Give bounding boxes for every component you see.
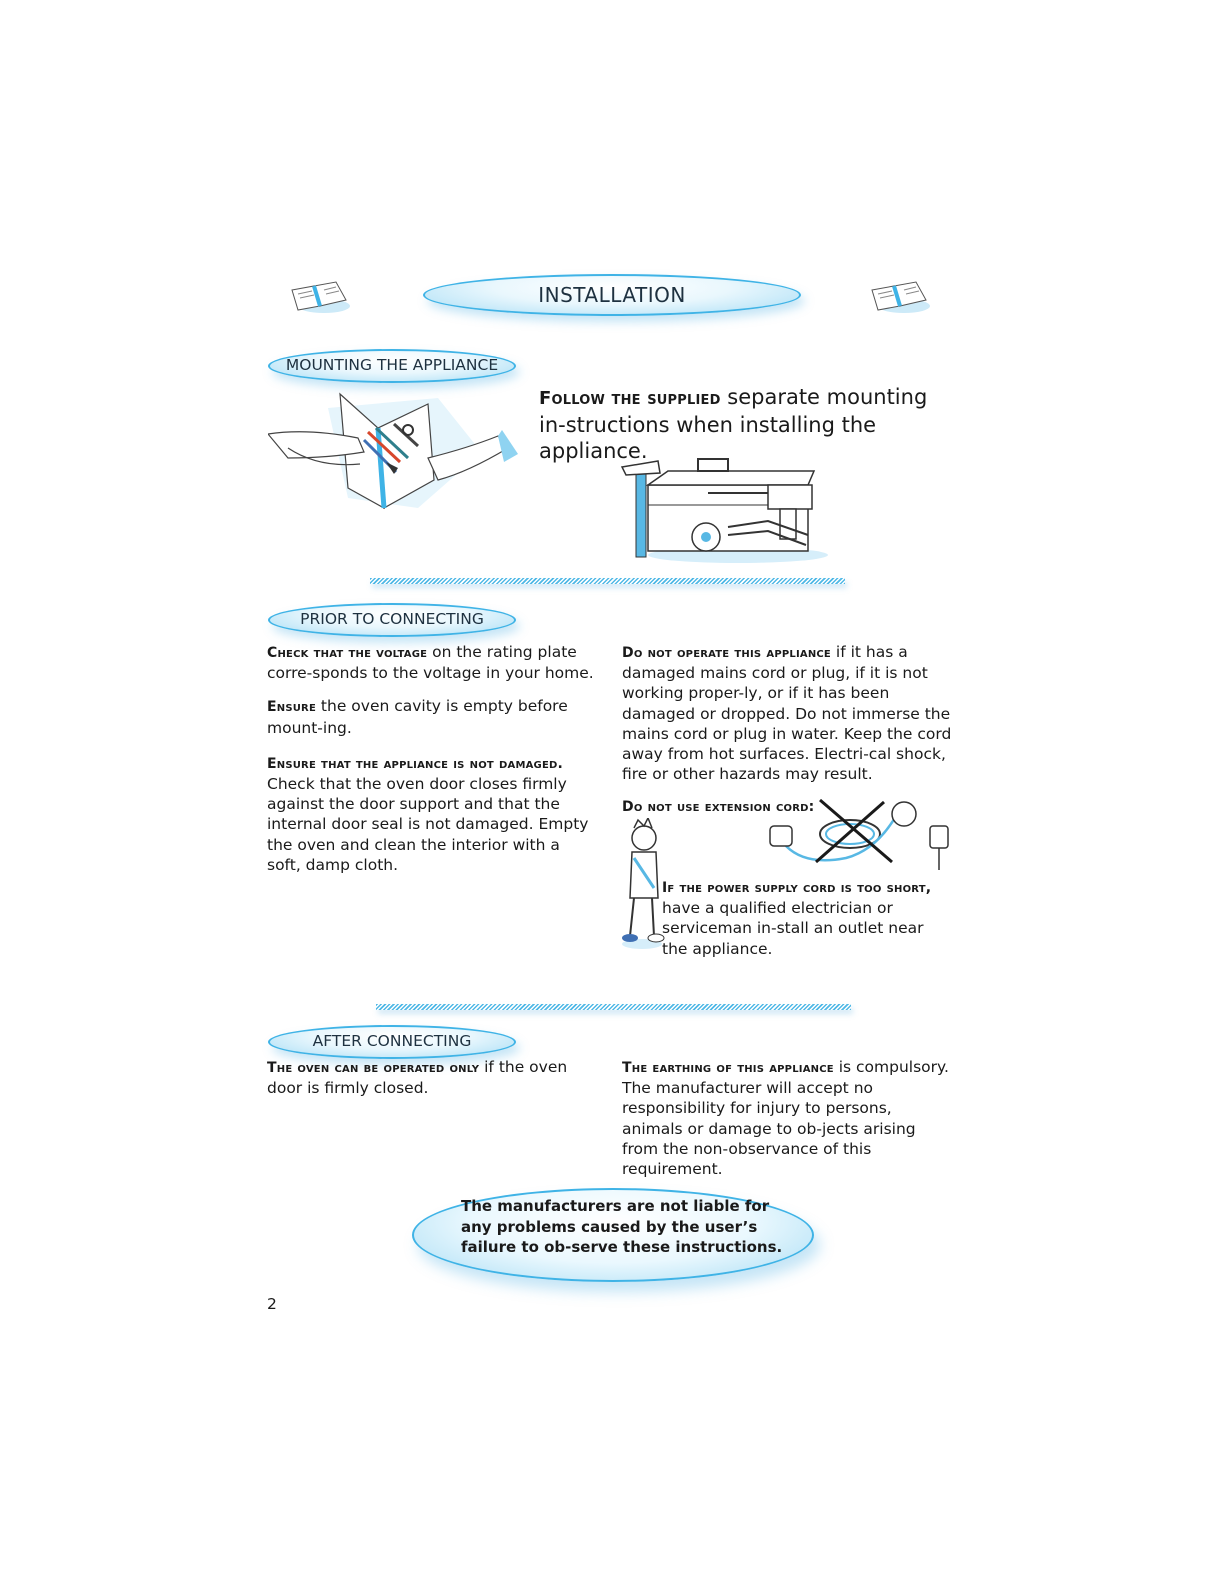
- short-cord-paragraph: If the power supply cord is too short, have a qualified electrician or serviceman in-stall an outlet near the appliance.: [662, 880, 932, 958]
- open-book-icon: [864, 276, 936, 316]
- section-heading-prior: PRIOR TO CONNECTING: [268, 603, 516, 637]
- section-heading-mounting: MOUNTING THE APPLIANCE: [268, 349, 516, 383]
- toolbox-illustration: [618, 455, 834, 563]
- voltage-check-paragraph: Check that the voltage on the rating plate corre-sponds to the voltage in your home.: [267, 643, 594, 683]
- page-title-banner: [423, 274, 801, 316]
- page-number: 2: [267, 1295, 277, 1313]
- cavity-empty-paragraph: Ensure the oven cavity is empty before mount-ing.: [267, 697, 568, 737]
- confused-man-illustration: [618, 818, 666, 952]
- instructions-in-hands-illustration: [268, 388, 524, 514]
- section-heading-after: AFTER CONNECTING: [268, 1025, 516, 1059]
- damage-check-paragraph: Ensure that the appliance is not damaged. Check that the oven door closes firmly against the door support and that the internal door seal is not damaged. Empty the oven and clean the interior with a soft, damp cloth.: [267, 755, 589, 874]
- liability-note: The manufacturers are not liable for any problems caused by the user’s failure to ob-serve these instructions.: [461, 1197, 783, 1256]
- no-extension-cord-icon: [766, 796, 954, 880]
- open-book-icon: [284, 276, 356, 316]
- earthing-paragraph: The earthing of this appliance is compulsory. The manufacturer will accept no responsibility for injury to persons, animals or damage to ob-jects arising from the non-observance of this requirement.: [622, 1058, 949, 1179]
- section-divider: [376, 1004, 851, 1010]
- door-closed-paragraph: The oven can be operated only if the oven door is firmly closed.: [267, 1058, 568, 1098]
- do-not-operate-paragraph: Do not operate this appliance if it has a damaged mains cord or plug, if it is not working proper-ly, or if it has been damaged or dropped. Do not immerse the mains cord or plug in water. Keep the cord away from hot surfaces. Electri-cal shock, fire or other hazards may result.: [622, 643, 952, 784]
- mounting-instruction: Follow the supplied separate mounting in-structions when installing the appliance.: [539, 385, 928, 463]
- extension-cord-warning: Do not use extension cord:: [622, 799, 815, 815]
- section-divider: [370, 578, 845, 584]
- after-right-column: [622, 1057, 952, 1179]
- prior-right-column: [622, 642, 952, 784]
- page-title: INSTALLATION: [538, 283, 686, 307]
- after-left-column: [267, 1057, 597, 1098]
- prior-left-column: [267, 642, 597, 875]
